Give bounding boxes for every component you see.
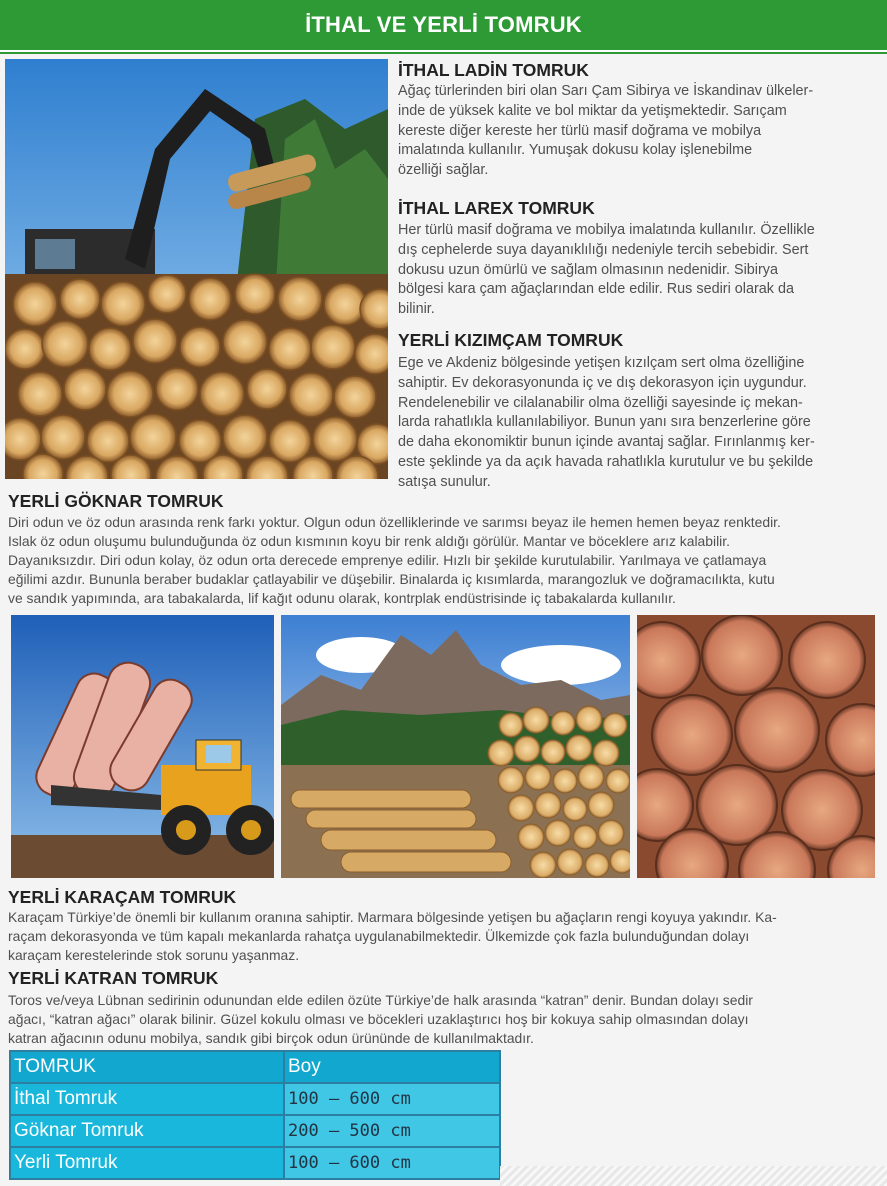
text-line: Toros ve/veya Lübnan sedirinin odunundan elde edilen özüte Türkiye’de halk arasında “katran” denir. Bundan dolayı sedir [8, 992, 753, 1008]
table-cell-length: 200 – 500 cm [284, 1115, 500, 1147]
text-line: de daha ekonomiktir bunun içinde avantaj sağlar. Fırınlanmış ker- [398, 434, 815, 451]
table-cell-type: Yerli Tomruk [10, 1147, 284, 1179]
section-text-yerli-katran [8, 991, 868, 1048]
text-line: Dayanıksızdır. Diri odun kolay, öz odun orta derecede emprenye edilir. Hızlı bir şekilde kurutulabilir. Yarılmaya ve çatlamaya [8, 552, 767, 568]
text-line: Rendelenebilir ve cilalanabilir olma özelliği sayesinde iç mekan- [398, 394, 803, 411]
text-line: eğilimi azdır. Bununla beraber budaklar çatlayabilir ve düşebilir. Binalarda iç kısımlarda, marangozluk ve doğramacılıkta, kutu [8, 571, 775, 587]
table-row [10, 1115, 500, 1147]
mountain-log-pile-photo [281, 615, 630, 878]
text-line: inde de yüksek kalite ve bol miktar da yetişmektedir. Sarıçam [398, 102, 787, 119]
decorative-stripe [500, 1166, 887, 1186]
section-title-ithal-ladin: İTHAL LADİN TOMRUK [398, 60, 589, 80]
text-line: satışa sunulur. [398, 473, 491, 490]
section-text-yerli-goknar [8, 513, 884, 608]
text-line: imalatında kullanılır. Yumuşak dokusu kolay işlenebilme [398, 142, 753, 159]
text-line: kereste diğer kereste her türlü masif doğrama ve mobilya [398, 122, 762, 139]
text-line: Her türlü masif doğrama ve mobilya imalatında kullanılır. Özellikle [398, 222, 815, 238]
text-line: katran ağacının odunu mobilya, sandık gibi birçok odun ürününde de kullanılmaktadır. [8, 1030, 534, 1046]
section-text-ithal-larex [398, 221, 856, 320]
section-title-yerli-katran: YERLİ KATRAN TOMRUK [8, 968, 219, 988]
text-line: este şeklinde ya da açık havada rahatlıkla kurutulur ve bu şekilde [398, 453, 814, 470]
section-text-ithal-ladin [398, 82, 856, 181]
table-header-row [10, 1051, 500, 1083]
section-text-yerli-karacam [8, 908, 868, 965]
log-loader-photo [11, 615, 274, 878]
table-header-cell: TOMRUK [10, 1051, 284, 1083]
table-cell-type: Göknar Tomruk [10, 1115, 284, 1147]
text-line: dış cephelerde suya dayanıklılığı nedeniyle tercih sebebidir. Sert [398, 241, 809, 258]
page-title: İTHAL VE YERLİ TOMRUK [305, 12, 582, 37]
text-line: Diri odun ve öz odun arasında renk farkı yoktur. Olgun odun özelliklerinde ve sarımsı beyaz ile hemen hemen beyaz renktedir. [8, 514, 781, 530]
text-line: bilinir. [398, 301, 435, 318]
table-row [10, 1083, 500, 1115]
text-line: raçam dekorasyonda ve tüm kapalı mekanlarda rahatça uygulanabilmektedir. Ülkemizde çok fazla bulunduğundan dolayı [8, 928, 750, 944]
section-title-yerli-kizimcam: YERLİ KIZIMÇAM TOMRUK [398, 330, 624, 350]
table-cell-type: İthal Tomruk [10, 1083, 284, 1115]
page-header [0, 0, 887, 52]
text-line: ve sandık yapımında, ara tabakalarda, lif kağıt odunu olarak, kontrplak endüstrisinde iç tabakalarda kullanılır. [8, 590, 676, 606]
table-row [10, 1147, 500, 1179]
text-line: Ağaç türlerinden biri olan Sarı Çam Sibirya ve İskandinav ülkeler- [398, 83, 814, 99]
text-line: özelliği sağlar. [398, 162, 489, 179]
text-line: karaçam kerestelerinde stok sorunu yaşanmaz. [8, 947, 300, 963]
table-header-cell: Boy [284, 1051, 500, 1083]
text-line: Ege ve Akdeniz bölgesinde yetişen kızılçam sert olma özelliğine [398, 355, 805, 371]
text-line: larda rahatlıkla kullanılabiliyor. Bunun yanı sıra benzerlerine göre [398, 414, 811, 431]
text-line: dokusu uzun ömürlü ve sağlam olmasının nedenidir. Sibirya [398, 261, 778, 278]
section-text-yerli-kizimcam [398, 354, 856, 493]
log-length-table [9, 1050, 501, 1180]
text-line: Islak öz odun oluşumu bulunduğunda öz odun kısmının koyu bir renk aldığı görülür. Mantar ve böceklere arız kalabilir. [8, 533, 730, 549]
section-title-ithal-larex: İTHAL LAREX TOMRUK [398, 198, 595, 218]
text-line: Karaçam Türkiye’de önemli bir kullanım oranına sahiptir. Marmara bölgesinde yetişen bu ağaçların rengi koyuya yakındır. Ka- [8, 909, 777, 925]
table-cell-length: 100 – 600 cm [284, 1147, 500, 1179]
text-line: bölgesi kara çam ağaçlarından elde edilir. Rus sediri olarak da [398, 281, 794, 298]
section-title-yerli-goknar: YERLİ GÖKNAR TOMRUK [8, 491, 224, 511]
text-line: ağacı, “katran ağacı” olarak bilinir. Güzel kokulu olması ve böcekleri uzaklaştırıcı hoş bir kokuya sahip olmasından dolayı [8, 1011, 749, 1027]
log-ends-closeup-photo [637, 615, 875, 878]
text-line: sahiptir. Ev dekorasyonunda iç ve dış dekorasyon için uygundur. [398, 374, 807, 391]
log-crane-photo [5, 59, 388, 479]
section-title-yerli-karacam: YERLİ KARAÇAM TOMRUK [8, 887, 237, 907]
table-cell-length: 100 – 600 cm [284, 1083, 500, 1115]
